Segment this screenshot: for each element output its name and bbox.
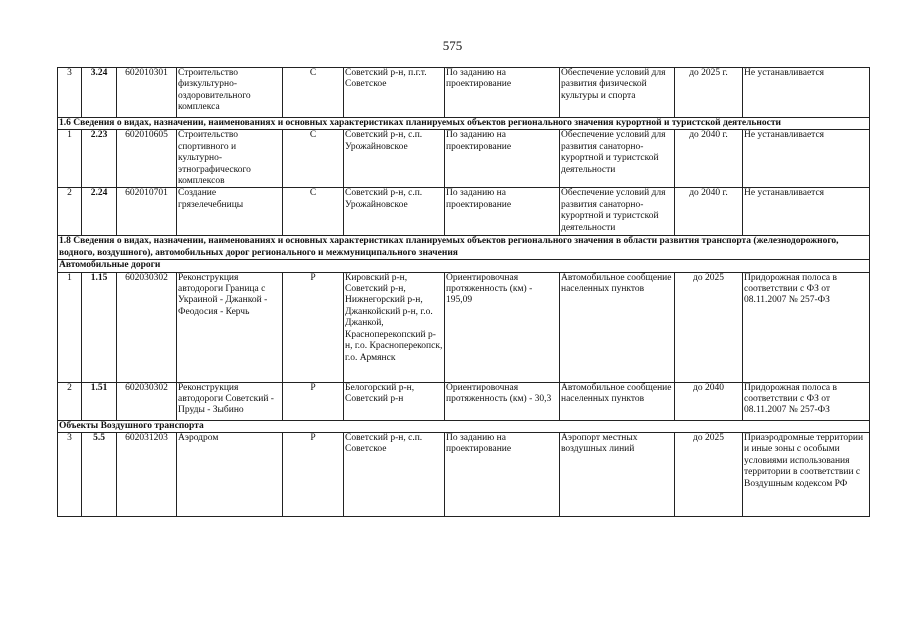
row-code: 602031203 (117, 433, 177, 517)
row-number: 3 (58, 433, 82, 517)
row-location: Советский р-н, с.п. Урожайновское (344, 130, 445, 188)
row-name: Строительство спортивного и культурно-этнографического комплексов (177, 130, 283, 188)
table-row (58, 68, 870, 118)
objects-table (57, 67, 870, 517)
row-code: 602030302 (117, 382, 177, 420)
row-zone: Придорожная полоса в соответствии с ФЗ от 08.11.2007 № 257-ФЗ (743, 272, 870, 382)
row-purpose: Автомобильное сообщение населенных пунктов (560, 272, 675, 382)
row-number: 2 (58, 382, 82, 420)
row-name: Реконструкция автодороги Советский - Пруды - Зыбино (177, 382, 283, 420)
row-location: Белогорский р-н, Советский р-н (344, 382, 445, 420)
row-name: Строительство физкультурно-оздоровительного комплекса (177, 68, 283, 118)
row-index: 1.51 (82, 382, 117, 420)
table-row (58, 130, 870, 188)
row-type: С (283, 130, 344, 188)
subsection-row (58, 260, 870, 272)
row-term: до 2040 г. (675, 188, 743, 236)
section-title-1-8: 1.8 Сведения о видах, назначении, наименованиях и основных характеристиках планируемых объектов регионального значения в области развития транспорта (железнодорожного, водного, воздушного), автомобильных дорог регионального и межмуниципального значения (58, 236, 870, 260)
row-purpose: Автомобильное сообщение населенных пунктов (560, 382, 675, 420)
table-row (58, 433, 870, 517)
row-term: до 2040 (675, 382, 743, 420)
subsection-air: Объекты Воздушного транспорта (58, 420, 870, 432)
row-term: до 2040 г. (675, 130, 743, 188)
row-number: 1 (58, 272, 82, 382)
row-code: 602010301 (117, 68, 177, 118)
row-number: 1 (58, 130, 82, 188)
table-row (58, 188, 870, 236)
row-purpose: Аэропорт местных воздушных линий (560, 433, 675, 517)
subsection-roads: Автомобильные дороги (58, 260, 870, 272)
row-type: Р (283, 272, 344, 382)
row-zone: Не устанавливается (743, 130, 870, 188)
row-parameters: Ориентировочная протяженность (км) - 30,3 (445, 382, 560, 420)
row-type: С (283, 188, 344, 236)
row-purpose: Обеспечение условий для развития физической культуры и спорта (560, 68, 675, 118)
row-zone: Не устанавливается (743, 68, 870, 118)
row-purpose: Обеспечение условий для развития санаторно-курортной и туристской деятельности (560, 130, 675, 188)
row-parameters: По заданию на проектирование (445, 68, 560, 118)
row-parameters: По заданию на проектирование (445, 433, 560, 517)
row-index: 2.23 (82, 130, 117, 188)
row-number: 3 (58, 68, 82, 118)
row-type: Р (283, 382, 344, 420)
row-index: 5.5 (82, 433, 117, 517)
row-zone: Не устанавливается (743, 188, 870, 236)
row-term: до 2025 (675, 433, 743, 517)
row-zone: Придорожная полоса в соответствии с ФЗ от 08.11.2007 № 257-ФЗ (743, 382, 870, 420)
row-name: Реконструкция автодороги Граница с Украиной - Джанкой - Феодосия - Керчь (177, 272, 283, 382)
row-purpose: Обеспечение условий для развития санаторно-курортной и туристской деятельности (560, 188, 675, 236)
subsection-row (58, 420, 870, 432)
page-number: 575 (442, 38, 463, 53)
row-number: 2 (58, 188, 82, 236)
section-row (58, 236, 870, 260)
row-code: 602030302 (117, 272, 177, 382)
section-row (58, 118, 870, 130)
row-index: 3.24 (82, 68, 117, 118)
table-row (58, 272, 870, 382)
row-location: Кировский р-н, Советский р-н, Нижнегорский р-н, Джанкойский р-н, г.о. Джанкой, Красноперекопский р-н, г.о. Красноперекопск, г.о. Армянск (344, 272, 445, 382)
row-name: Создание грязелечебницы (177, 188, 283, 236)
row-name: Аэродром (177, 433, 283, 517)
row-code: 602010605 (117, 130, 177, 188)
row-location: Советский р-н, с.п. Урожайновское (344, 188, 445, 236)
row-term: до 2025 г. (675, 68, 743, 118)
row-type: С (283, 68, 344, 118)
row-code: 602010701 (117, 188, 177, 236)
row-location: Советский р-н, с.п. Советское (344, 433, 445, 517)
row-index: 1.15 (82, 272, 117, 382)
row-index: 2.24 (82, 188, 117, 236)
section-title-1-6: 1.6 Сведения о видах, назначении, наименованиях и основных характеристиках планируемых объектов регионального значения курортной и туристской деятельности (58, 118, 870, 130)
row-parameters: По заданию на проектирование (445, 130, 560, 188)
row-term: до 2025 (675, 272, 743, 382)
row-location: Советский р-н, п.г.т. Советское (344, 68, 445, 118)
row-parameters: По заданию на проектирование (445, 188, 560, 236)
table-row (58, 382, 870, 420)
row-parameters: Ориентировочная протяженность (км) - 195,09 (445, 272, 560, 382)
row-type: Р (283, 433, 344, 517)
row-zone: Приаэродромные территории и иные зоны с особыми условиями использования территории в соответствии с Воздушным кодексом РФ (743, 433, 870, 517)
